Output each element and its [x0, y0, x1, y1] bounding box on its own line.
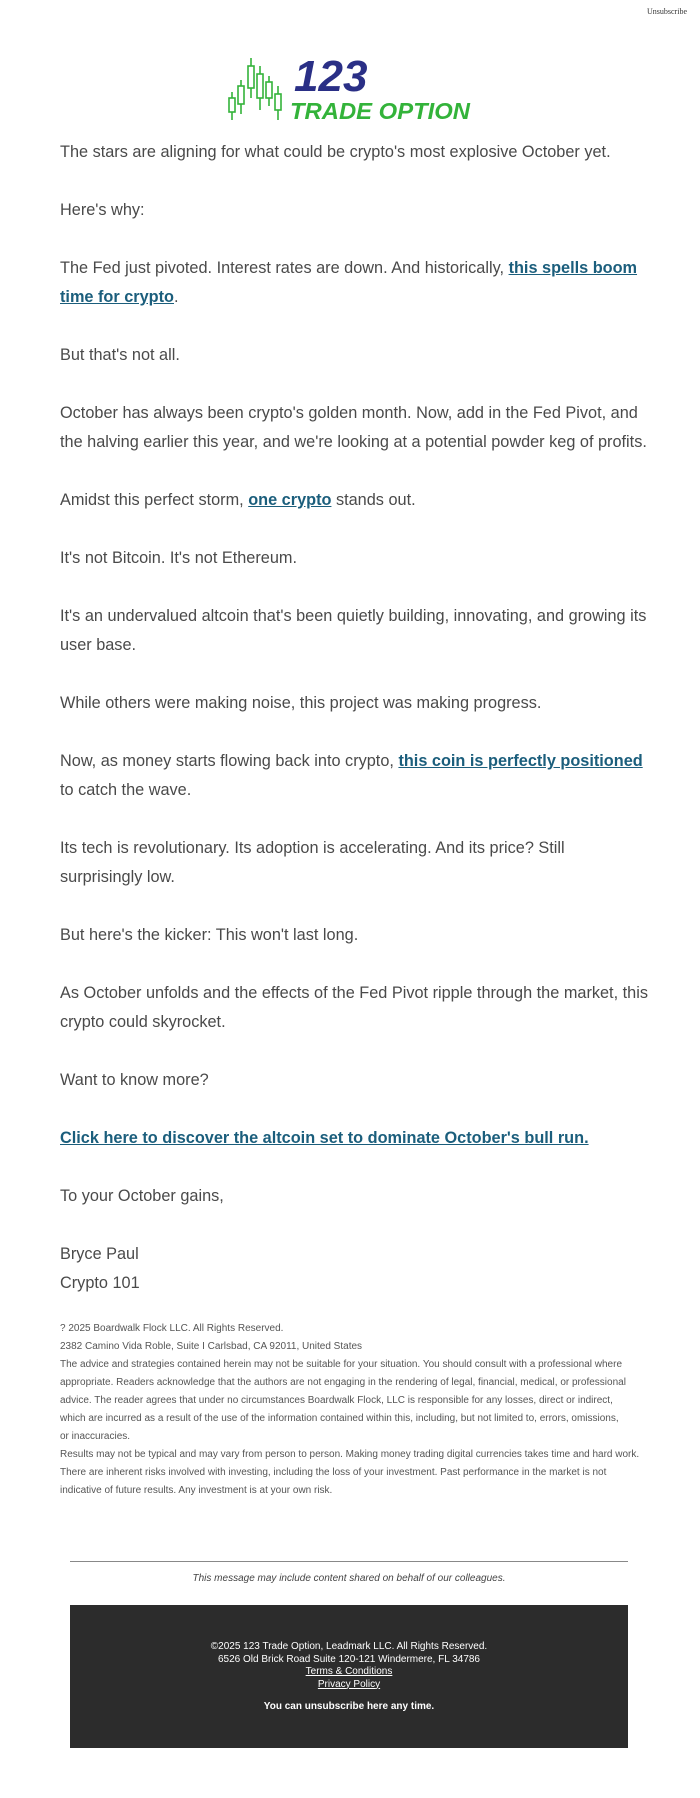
disclaimer-line: advice. The reader agrees that under no circumstances Boardwalk Flock, LLC is responsible for any losses, direct or indirect, — [60, 1395, 613, 1406]
risk-line: There are inherent risks involved with investing, including the loss of your investment. Past performance in the market is not — [60, 1467, 607, 1478]
paragraph — [60, 254, 650, 312]
trade-option-logo — [226, 52, 474, 124]
paragraph — [60, 486, 650, 515]
paragraph — [60, 747, 650, 805]
terms-link[interactable]: Terms & Conditions — [305, 1666, 393, 1677]
footer-copyright: ©2025 123 Trade Option, Leadmark LLC. All Rights Reserved. — [210, 1641, 488, 1652]
legal-copyright: ? 2025 Boardwalk Flock LLC. All Rights Reserved. — [60, 1323, 284, 1334]
disclaimer-line: which are incurred as a result of the use of the information contained within this, including, but not limited to, errors, omissions, — [60, 1413, 619, 1424]
paragraph-text: stands out. — [331, 491, 416, 509]
candlestick-icon — [229, 58, 281, 120]
paragraph-text: Amidst this perfect storm, — [60, 491, 249, 509]
paragraph: While others were making noise, this project was making progress. — [60, 694, 542, 712]
boom-time-link[interactable]: this spells boom time for crypto — [60, 259, 638, 306]
cta-altcoin-link[interactable]: Click here to discover the altcoin set to dominate October's bull run. — [60, 1129, 589, 1147]
paragraph: Want to know more? — [60, 1071, 209, 1089]
paragraph-text: . — [174, 288, 179, 306]
colleagues-note: This message may include content shared on behalf of our colleagues. — [192, 1573, 506, 1584]
privacy-link[interactable]: Privacy Policy — [317, 1678, 381, 1690]
paragraph: But that's not all. — [60, 346, 180, 364]
one-crypto-link[interactable]: one crypto — [248, 491, 332, 509]
paragraph: It's not Bitcoin. It's not Ethereum. — [60, 549, 297, 567]
cta-paragraph — [60, 1124, 650, 1153]
disclaimer-line: The advice and strategies contained herein may not be suitable for your situation. You should consult with a professional where — [60, 1359, 623, 1370]
paragraph-text: Now, as money starts flowing back into crypto, — [60, 752, 399, 770]
logo-trade-option: TRADE OPTION — [290, 98, 471, 124]
closing-line: To your October gains, — [60, 1187, 224, 1205]
risk-line: Results may not be typical and may vary from person to person. Making money trading digital currencies takes time and hard work. — [60, 1449, 640, 1460]
signature-name: Bryce Paul — [60, 1245, 139, 1263]
paragraph: October has always been crypto's golden month. Now, add in the Fed Pivot, and the halving earlier this year, and we're looking at a potential powder keg of profits. — [60, 404, 647, 451]
paragraph-text: to catch the wave. — [60, 781, 192, 799]
paragraph: It's an undervalued altcoin that's been quietly building, innovating, and growing its user base. — [60, 607, 647, 654]
paragraph: Here's why: — [60, 201, 145, 219]
paragraph: As October unfolds and the effects of the Fed Pivot ripple through the market, this crypto could skyrocket. — [60, 984, 648, 1031]
paragraph: But here's the kicker: This won't last long. — [60, 926, 359, 944]
logo-123: 123 — [294, 52, 368, 101]
legal-address: 2382 Camino Vida Roble, Suite I Carlsbad, CA 92011, United States — [60, 1341, 363, 1352]
email-body — [60, 138, 650, 1298]
coin-positioned-link[interactable]: this coin is perfectly positioned — [398, 752, 643, 770]
paragraph-text: The Fed just pivoted. Interest rates are down. And historically, — [60, 259, 509, 277]
footer-divider — [70, 1561, 628, 1562]
risk-line: indicative of future results. Any investment is at your own risk. — [60, 1485, 333, 1496]
footer-address: 6526 Old Brick Road Suite 120-121 Windermere, FL 34786 — [218, 1653, 480, 1665]
paragraph: Its tech is revolutionary. Its adoption is accelerating. And its price? Still surprisingly low. — [60, 839, 565, 886]
disclaimer-line: or inaccuracies. — [60, 1431, 131, 1442]
unsubscribe-link[interactable]: Unsubscribe — [647, 7, 687, 16]
footer-unsubscribe-link[interactable]: You can unsubscribe here any time. — [263, 1701, 435, 1712]
signature-title: Crypto 101 — [60, 1274, 140, 1292]
paragraph: The stars are aligning for what could be crypto's most explosive October yet. — [60, 143, 611, 161]
disclaimer-line: appropriate. Readers acknowledge that the authors are not engaging in the rendering of legal, financial, medical, or professional — [60, 1377, 626, 1388]
legal-section — [60, 1320, 650, 1500]
footer — [70, 1605, 628, 1748]
